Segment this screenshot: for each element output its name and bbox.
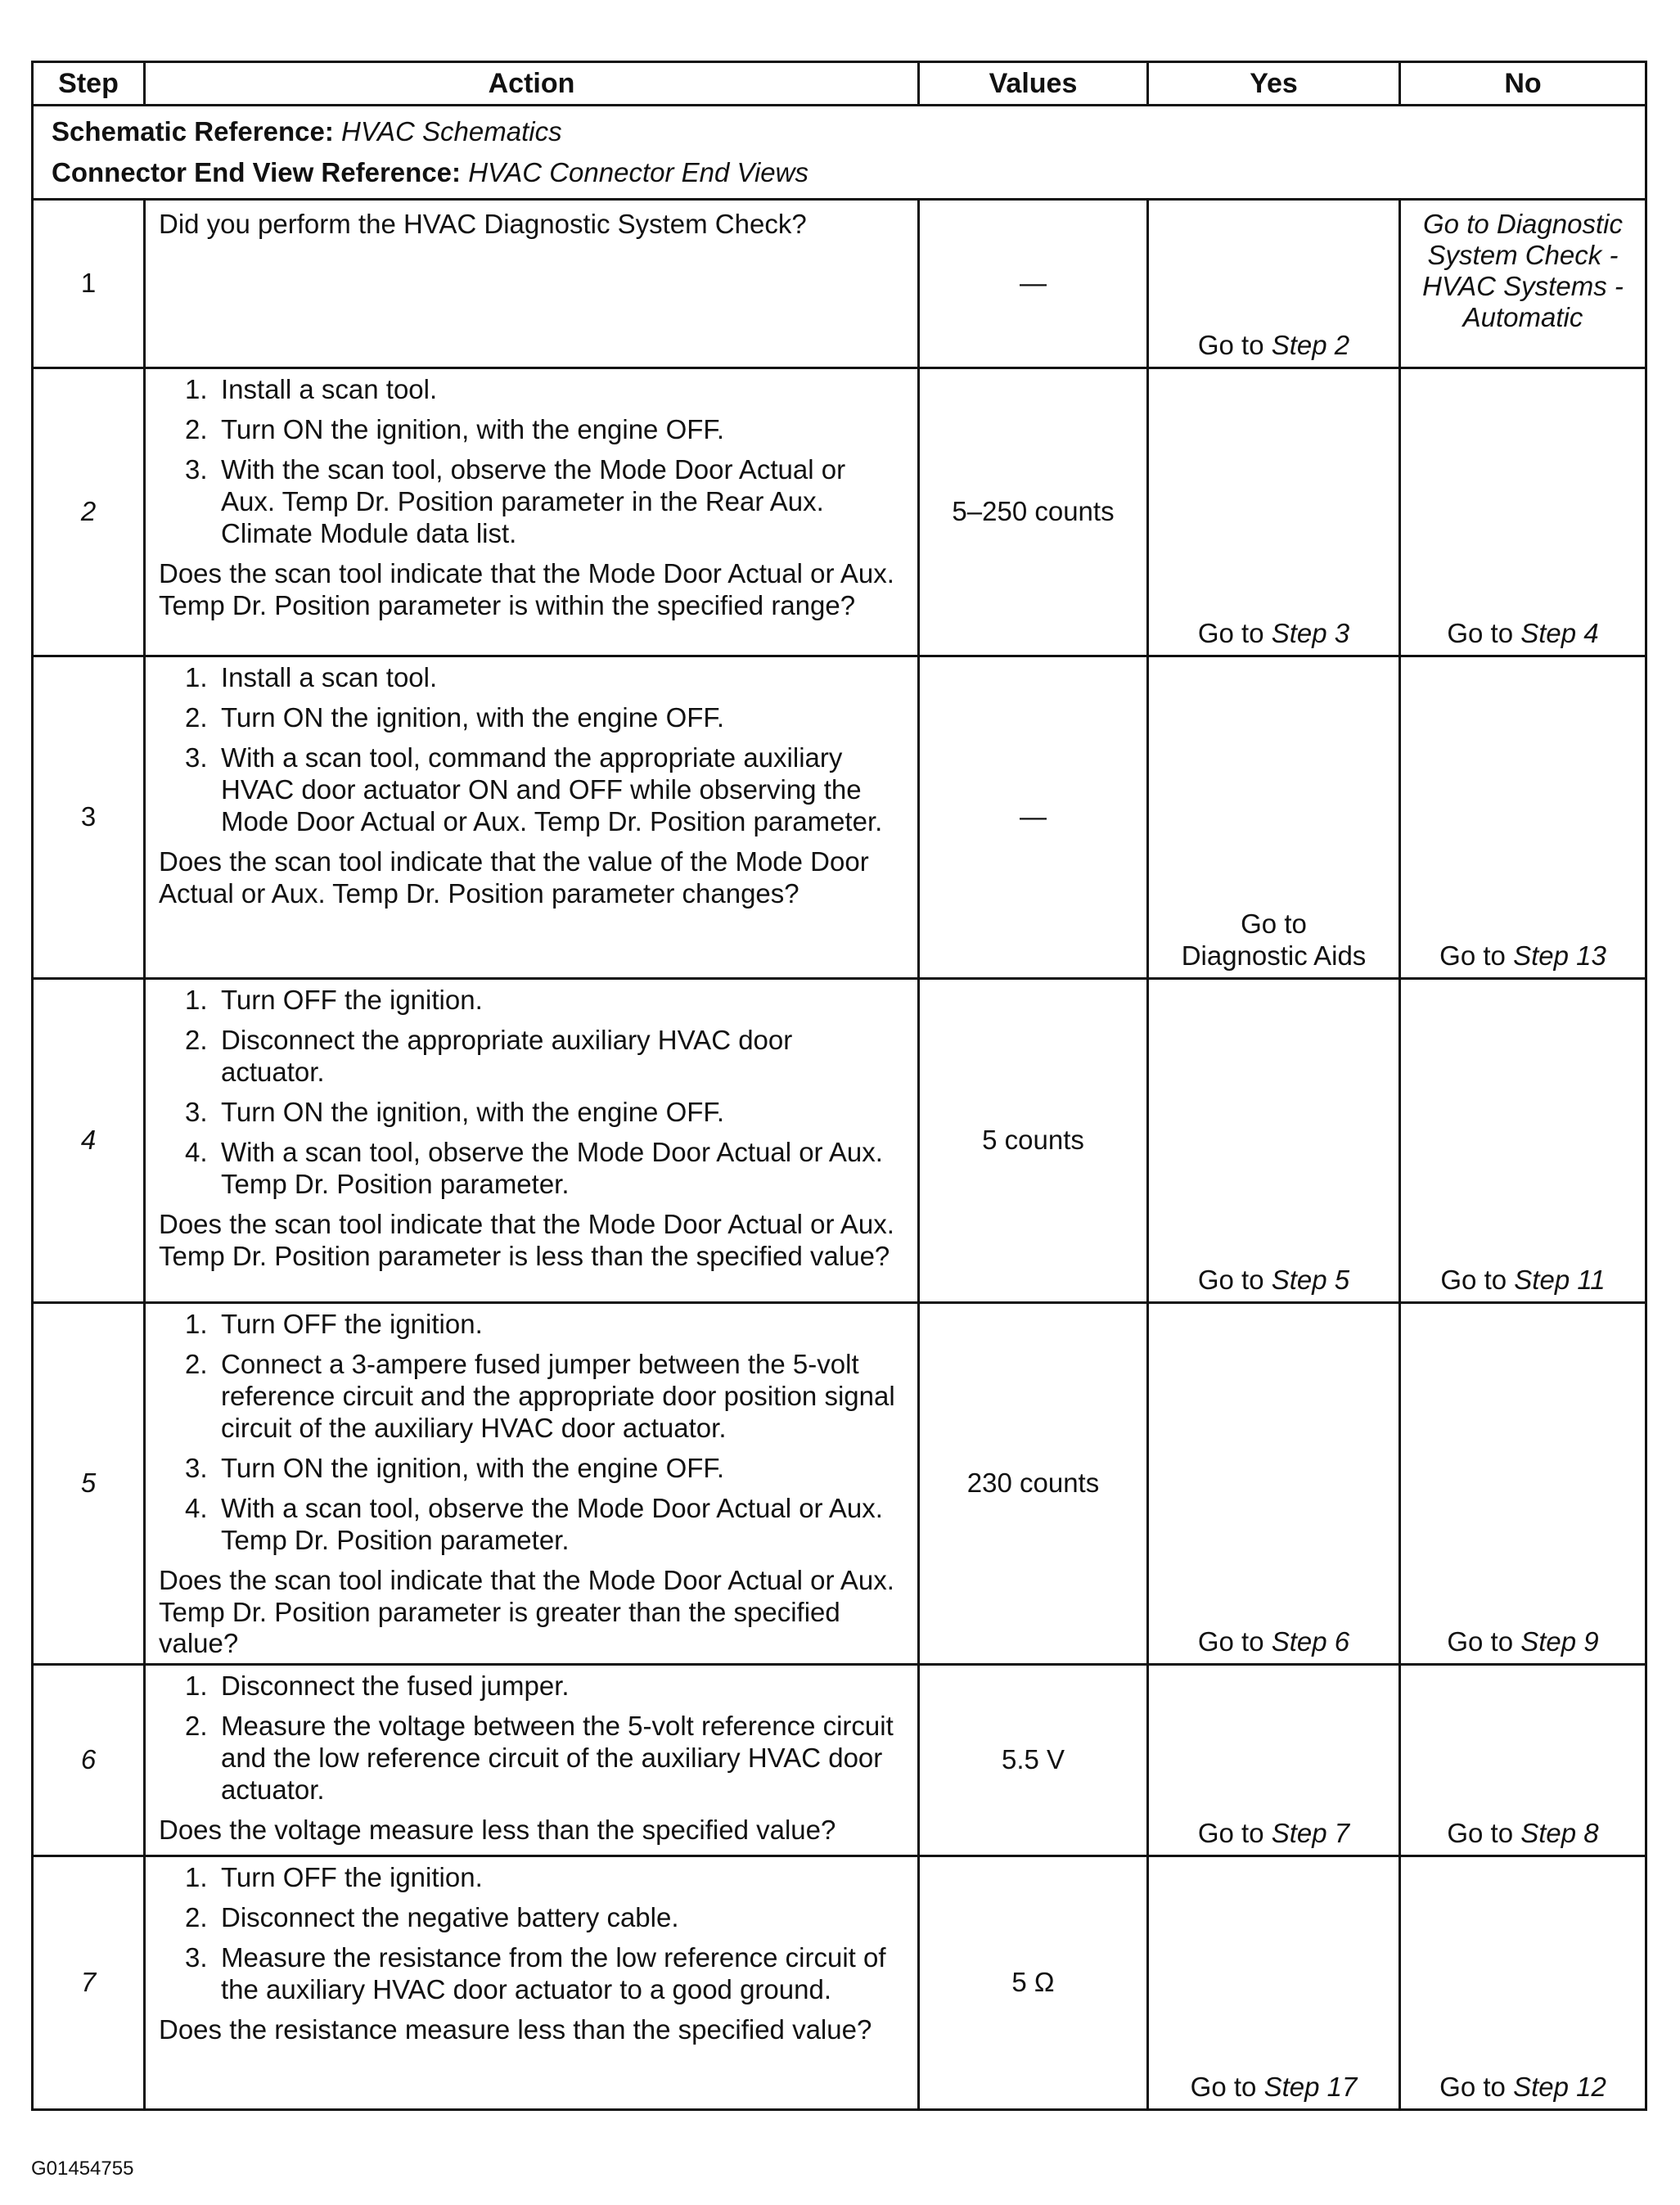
diagnostic-table — [31, 61, 1647, 2111]
no-prefix: Go to — [1447, 1626, 1514, 1657]
connector-reference-label: Connector End View Reference: — [52, 157, 462, 187]
yes-step-link[interactable]: Step 3 — [1271, 618, 1350, 649]
schematic-reference-link[interactable]: HVAC Schematics — [341, 116, 562, 147]
values-cell: 5 counts — [919, 979, 1148, 1303]
header-action: Action — [145, 62, 919, 106]
yes-step-link[interactable]: Step 2 — [1271, 330, 1350, 361]
no-prefix: Go to — [1447, 618, 1514, 649]
yes-prefix: Go to — [1241, 909, 1307, 940]
action-item: 2. Disconnect the negative battery cable. — [185, 1902, 679, 1933]
no-step-link[interactable]: Step 12 — [1513, 2072, 1606, 2103]
action-cell — [145, 979, 919, 1303]
no-cell[interactable] — [1400, 979, 1646, 1303]
step-number: 1 — [33, 200, 145, 368]
step-question: Does the scan tool indicate that the Mode Door Actual or Aux. Temp Dr. Position parameter is greater than the specified value? — [159, 1564, 894, 1659]
values-cell: — — [919, 200, 1148, 368]
no-cell[interactable] — [1400, 1303, 1646, 1665]
step-number: 7 — [33, 1856, 145, 2110]
references-row — [33, 106, 1646, 200]
no-prefix: Go to — [1440, 1265, 1507, 1296]
step-number: 5 — [33, 1303, 145, 1665]
yes-cell[interactable] — [1148, 200, 1400, 368]
step-number: 4 — [33, 979, 145, 1303]
action-item: 1. Turn OFF the ignition. — [185, 1862, 483, 1893]
yes-step-link[interactable]: Step 5 — [1271, 1265, 1350, 1296]
connector-reference-link[interactable]: HVAC Connector End Views — [468, 157, 808, 187]
action-item: 2. Turn ON the ignition, with the engine OFF. — [185, 413, 725, 444]
schematic-reference — [52, 111, 1645, 152]
action-item: 4. With a scan tool, observe the Mode Door Actual or Aux. Temp Dr. Position parameter. — [185, 1136, 883, 1199]
action-item: 2. Connect a 3-ampere fused jumper between the 5-volt reference circuit and the appropriate door position signal circuit of the auxiliary HVAC door actuator. — [185, 1348, 895, 1443]
yes-step-link[interactable]: Diagnostic Aids — [1181, 940, 1367, 972]
step-question: Does the scan tool indicate that the value of the Mode Door Actual or Aux. Temp Dr. Position parameter changes? — [159, 845, 869, 909]
yes-cell[interactable] — [1148, 368, 1400, 656]
yes-cell[interactable] — [1148, 1856, 1400, 2110]
action-item: 3. Turn ON the ignition, with the engine OFF. — [185, 1096, 725, 1127]
yes-prefix: Go to — [1190, 2072, 1257, 2103]
no-step-link[interactable]: Step 4 — [1520, 618, 1599, 649]
action-cell — [145, 200, 919, 368]
step-question: Did you perform the HVAC Diagnostic System Check? — [159, 209, 807, 239]
no-cell[interactable] — [1400, 656, 1646, 979]
yes-prefix: Go to — [1197, 618, 1264, 649]
action-list — [159, 1671, 901, 1806]
table-row-step-3 — [33, 656, 1646, 979]
step-question: Does the scan tool indicate that the Mode Door Actual or Aux. Temp Dr. Position parameter is less than the specified value? — [159, 1208, 894, 1271]
table-row-step-1 — [33, 200, 1646, 368]
step-question: Does the scan tool indicate that the Mode Door Actual or Aux. Temp Dr. Position parameter is within the specified range? — [159, 557, 894, 620]
action-list — [159, 374, 901, 550]
yes-cell[interactable] — [1148, 656, 1400, 979]
action-cell — [145, 1303, 919, 1665]
action-item: 4. With a scan tool, observe the Mode Door Actual or Aux. Temp Dr. Position parameter. — [185, 1492, 883, 1555]
no-cell[interactable]: Go to Diagnostic System Check - HVAC Systems - Automatic — [1400, 200, 1646, 368]
table-row-step-6 — [33, 1665, 1646, 1856]
step-number: 3 — [33, 656, 145, 979]
table-header-row — [33, 62, 1646, 106]
table-row-step-4 — [33, 979, 1646, 1303]
yes-step-link[interactable]: Step 7 — [1271, 1818, 1350, 1849]
yes-prefix: Go to — [1197, 1265, 1264, 1296]
header-yes: Yes — [1148, 62, 1400, 106]
no-step-link[interactable]: Step 11 — [1514, 1265, 1606, 1296]
no-cell[interactable] — [1400, 368, 1646, 656]
no-cell[interactable] — [1400, 1665, 1646, 1856]
yes-cell[interactable] — [1148, 979, 1400, 1303]
action-cell — [145, 368, 919, 656]
action-item: 1. Install a scan tool. — [185, 374, 438, 404]
action-item: 2. Turn ON the ignition, with the engine OFF. — [185, 701, 725, 733]
values-cell: — — [919, 656, 1148, 979]
no-prefix: Go to — [1439, 940, 1506, 972]
action-list — [159, 1309, 901, 1557]
no-prefix: Go to — [1439, 2072, 1506, 2103]
diagnostic-document — [31, 61, 1645, 2111]
no-step-link[interactable]: Step 9 — [1520, 1626, 1599, 1657]
action-list — [159, 1862, 901, 2006]
header-no: No — [1400, 62, 1646, 106]
action-item: 1. Turn OFF the ignition. — [185, 985, 483, 1015]
yes-step-link[interactable]: Step 6 — [1271, 1626, 1350, 1657]
action-item: 3. With a scan tool, command the appropriate auxiliary HVAC door actuator ON and OFF while observing the Mode Door Actual or Aux. Temp Dr. Position parameter. — [185, 742, 883, 836]
yes-step-link[interactable]: Step 17 — [1263, 2072, 1358, 2103]
yes-prefix: Go to — [1197, 1818, 1264, 1849]
action-cell — [145, 1665, 919, 1856]
values-cell: 230 counts — [919, 1303, 1148, 1665]
no-step-link[interactable]: Step 13 — [1513, 940, 1606, 972]
action-item: 3. With the scan tool, observe the Mode Door Actual or Aux. Temp Dr. Position parameter in the Rear Aux. Climate Module data list. — [185, 453, 846, 548]
action-item: 1. Install a scan tool. — [185, 662, 438, 692]
table-row-step-2 — [33, 368, 1646, 656]
action-cell — [145, 1856, 919, 2110]
table-row-step-5 — [33, 1303, 1646, 1665]
action-item: 1. Turn OFF the ignition. — [185, 1309, 483, 1339]
action-item: 3. Measure the resistance from the low reference circuit of the auxiliary HVAC door actuator to a good ground. — [185, 1942, 886, 2005]
action-item: 2. Measure the voltage between the 5-volt reference circuit and the low reference circuit of the auxiliary HVAC door actuator. — [185, 1711, 894, 1806]
header-values: Values — [919, 62, 1148, 106]
step-number: 6 — [33, 1665, 145, 1856]
references-cell — [33, 106, 1646, 200]
figure-id: G01454755 — [31, 2158, 134, 2180]
action-item: 2. Disconnect the appropriate auxiliary HVAC door actuator. — [185, 1024, 793, 1087]
action-list — [159, 662, 901, 838]
no-cell[interactable] — [1400, 1856, 1646, 2110]
action-item: 1. Disconnect the fused jumper. — [185, 1671, 570, 1702]
header-step: Step — [33, 62, 145, 106]
yes-cell[interactable] — [1148, 1303, 1400, 1665]
step-number: 2 — [33, 368, 145, 656]
table-row-step-7 — [33, 1856, 1646, 2110]
action-list — [159, 985, 901, 1201]
yes-cell[interactable] — [1148, 1665, 1400, 1856]
yes-prefix: Go to — [1197, 1626, 1264, 1657]
connector-reference — [52, 152, 1645, 193]
no-step-link[interactable]: Step 8 — [1520, 1818, 1599, 1849]
values-cell: 5.5 V — [919, 1665, 1148, 1856]
step-question: Does the resistance measure less than the specified value? — [159, 2014, 872, 2045]
step-question: Does the voltage measure less than the specified value? — [159, 1815, 836, 1846]
schematic-reference-label: Schematic Reference: — [52, 116, 334, 147]
action-item: 3. Turn ON the ignition, with the engine OFF. — [185, 1452, 725, 1483]
yes-prefix: Go to — [1197, 330, 1264, 361]
no-prefix: Go to — [1447, 1818, 1514, 1849]
action-cell — [145, 656, 919, 979]
values-cell: 5–250 counts — [919, 368, 1148, 656]
values-cell: 5 Ω — [919, 1856, 1148, 2110]
